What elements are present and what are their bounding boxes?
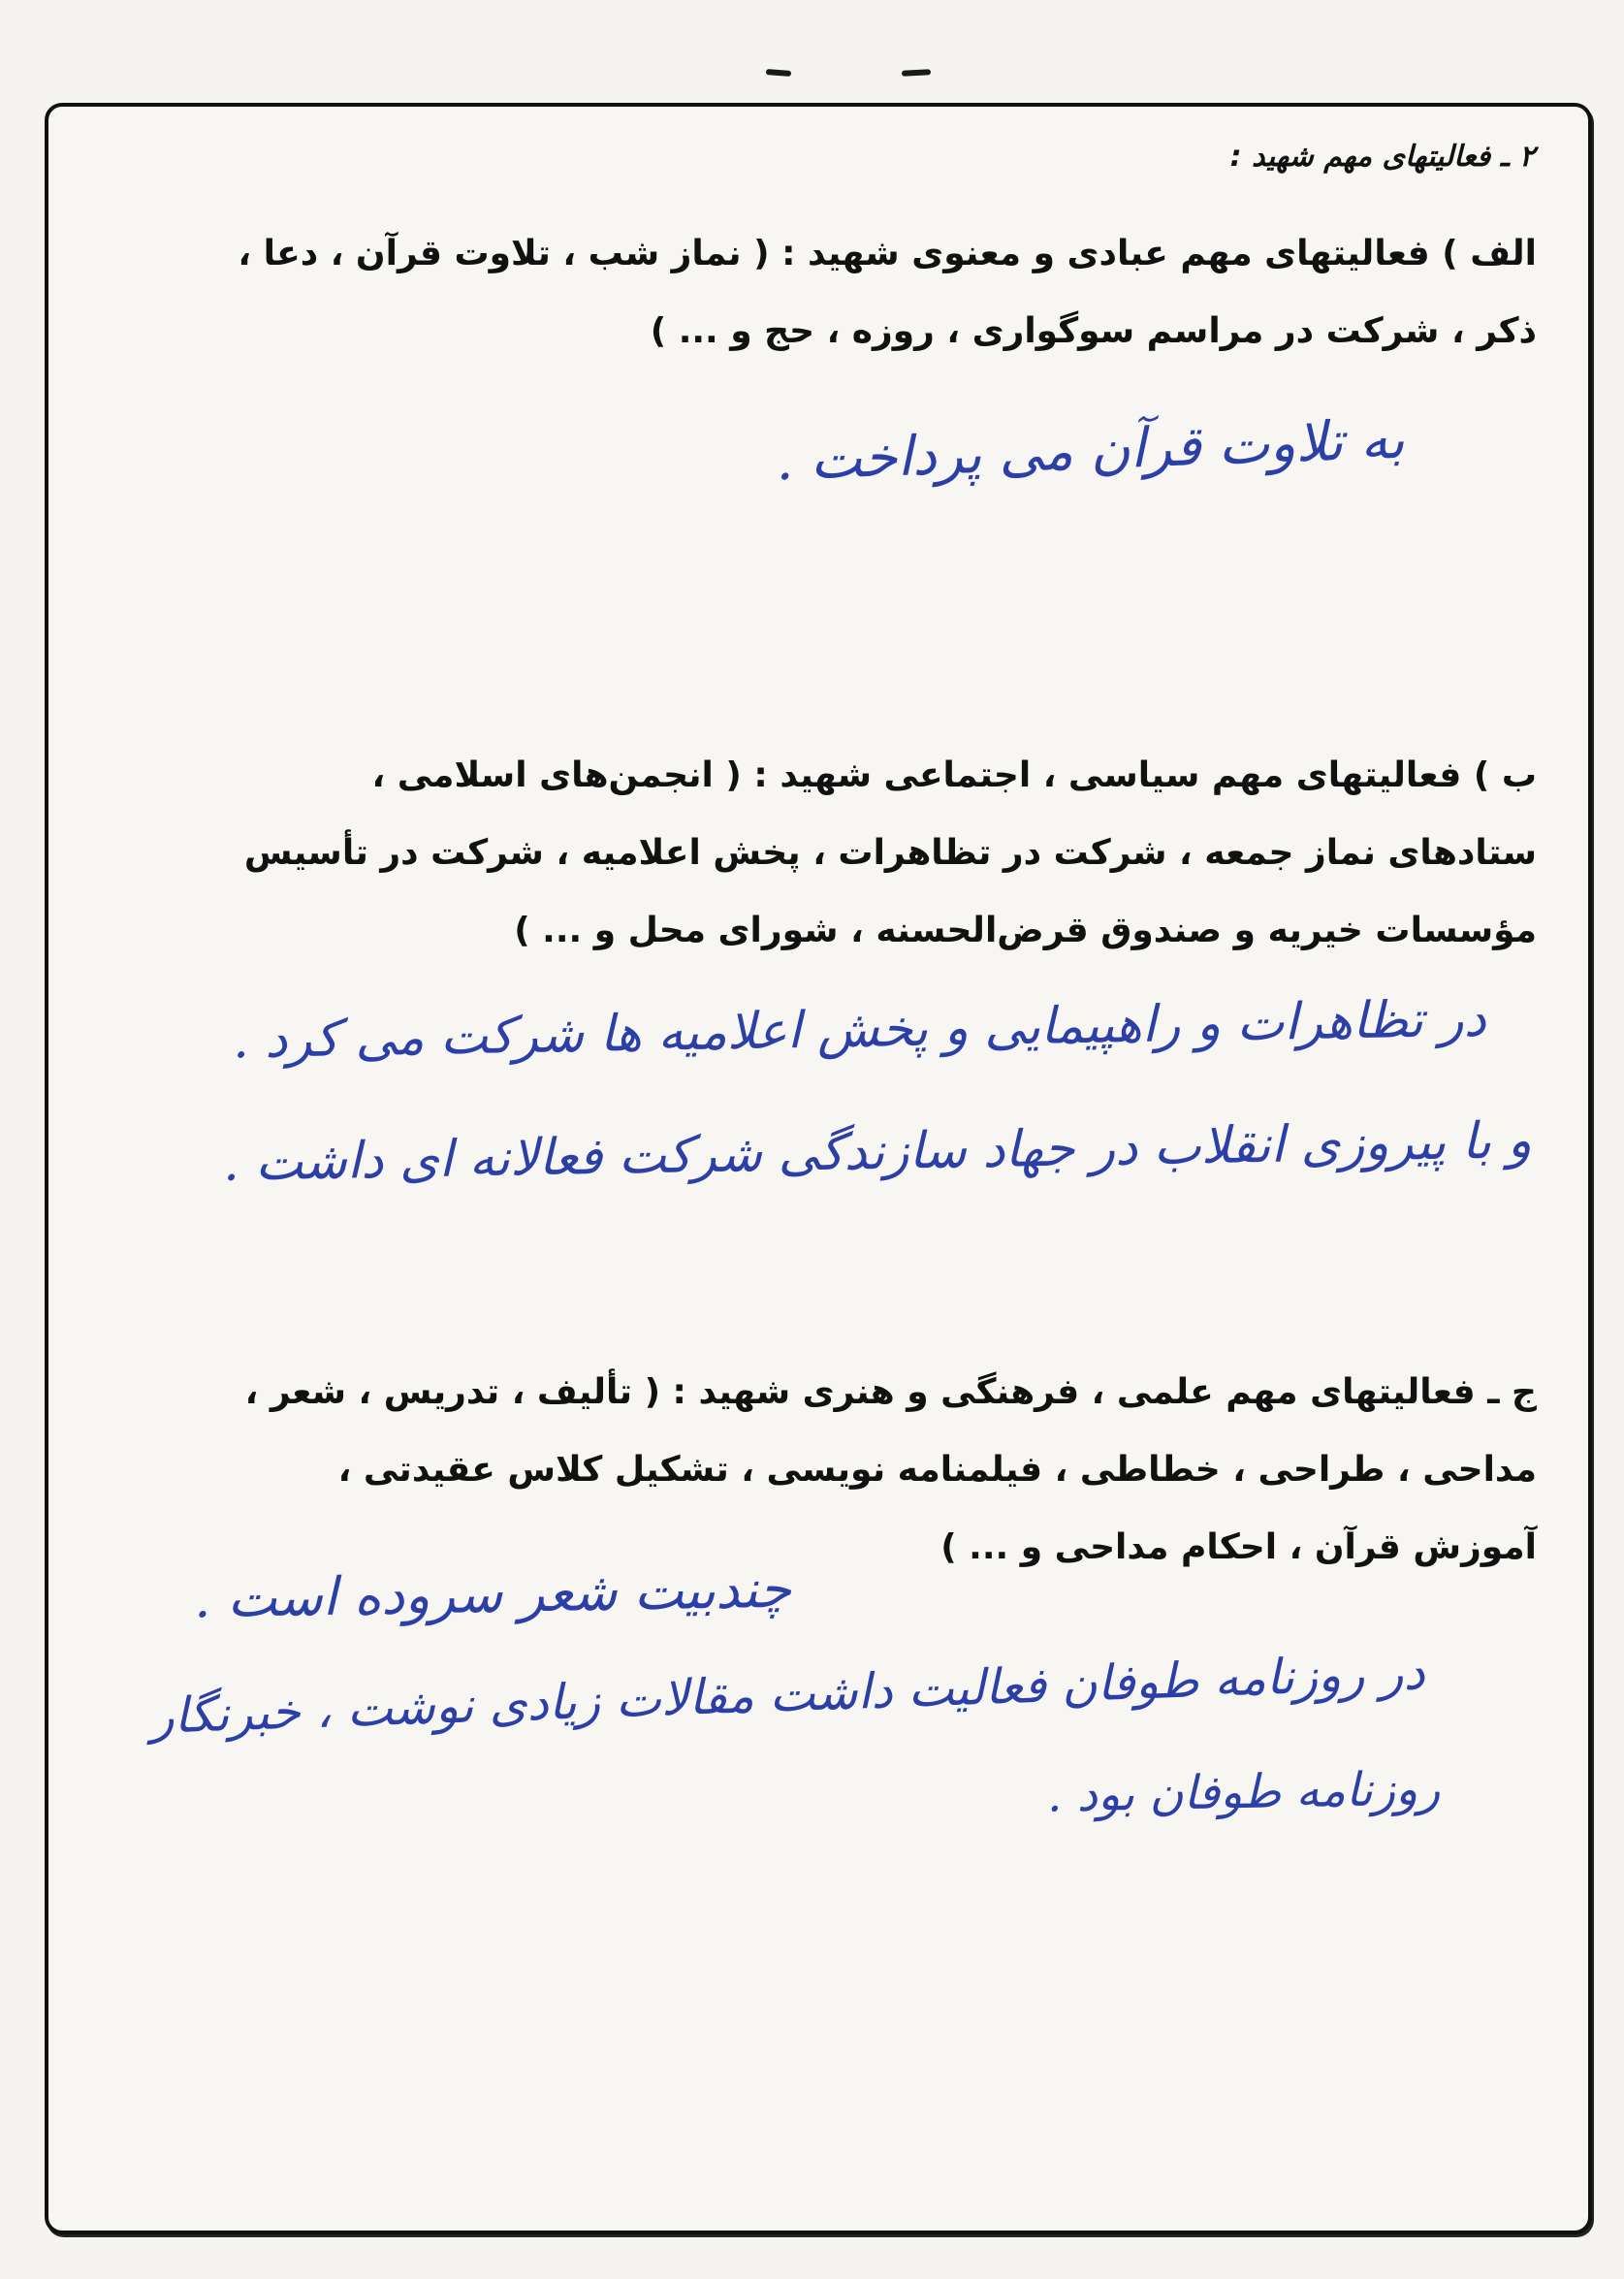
printed-line: ذکر ، شرکت در مراسم سوگواری ، روزه ، حج و ... ) (650, 311, 1537, 351)
handwritten-answer-cultural-line3: روزنامه طوفان بود . (1046, 1761, 1441, 1823)
handwritten-answer-worship: به تلاوت قرآن می پرداخت . (775, 407, 1406, 494)
handwritten-answer-political-line2: و با پیروزی انقلاب در جهاد سازندگی شرکت فعالانه ای داشت . (222, 1111, 1533, 1193)
scan-mark (766, 69, 791, 77)
handwritten-answer-political-line1: در تظاهرات و راهپیمایی و پخش اعلامیه ها شرکت می کرد . (232, 989, 1487, 1071)
printed-line: آموزش قرآن ، احکام مداحی و ... ) (940, 1527, 1537, 1567)
printed-line: مؤسسات خیریه و صندوق قرض‌الحسنه ، شورای محل و ... ) (514, 911, 1537, 950)
section-political-social-activities (92, 737, 1537, 970)
printed-line: مداحی ، طراحی ، خطاطی ، فیلمنامه نویسی ، تشکیل کلاس عقیدتی ، (337, 1450, 1537, 1490)
handwritten-answer-cultural-line1: چندبیت شعر سروده است . (193, 1557, 792, 1630)
printed-line: ب ) فعالیتهای مهم سیاسی ، اجتماعی شهید : ( انجمن‌های اسلامی ، (371, 755, 1537, 795)
section-heading: ۲ ـ فعالیتهای مهم شهید : (1229, 140, 1535, 174)
printed-line: ج ـ فعالیتهای مهم علمی ، فرهنگی و هنری شهید : ( تألیف ، تدریس ، شعر ، (244, 1372, 1537, 1412)
printed-line: الف ) فعالیتهای مهم عبادی و معنوی شهید : ( نماز شب ، تلاوت قرآن ، دعا ، (238, 234, 1537, 273)
section-worship-activities (92, 215, 1537, 370)
scan-mark (902, 69, 931, 77)
printed-line: ستادهای نماز جمعه ، شرکت در تظاهرات ، پخش اعلامیه ، شرکت در تأسیس (243, 833, 1537, 873)
handwritten-answer-cultural-line2: در روزنامه طوفان فعالیت داشت مقالات زیادی نوشت ، خبرنگار (149, 1644, 1426, 1745)
section-cultural-activities (92, 1354, 1537, 1587)
